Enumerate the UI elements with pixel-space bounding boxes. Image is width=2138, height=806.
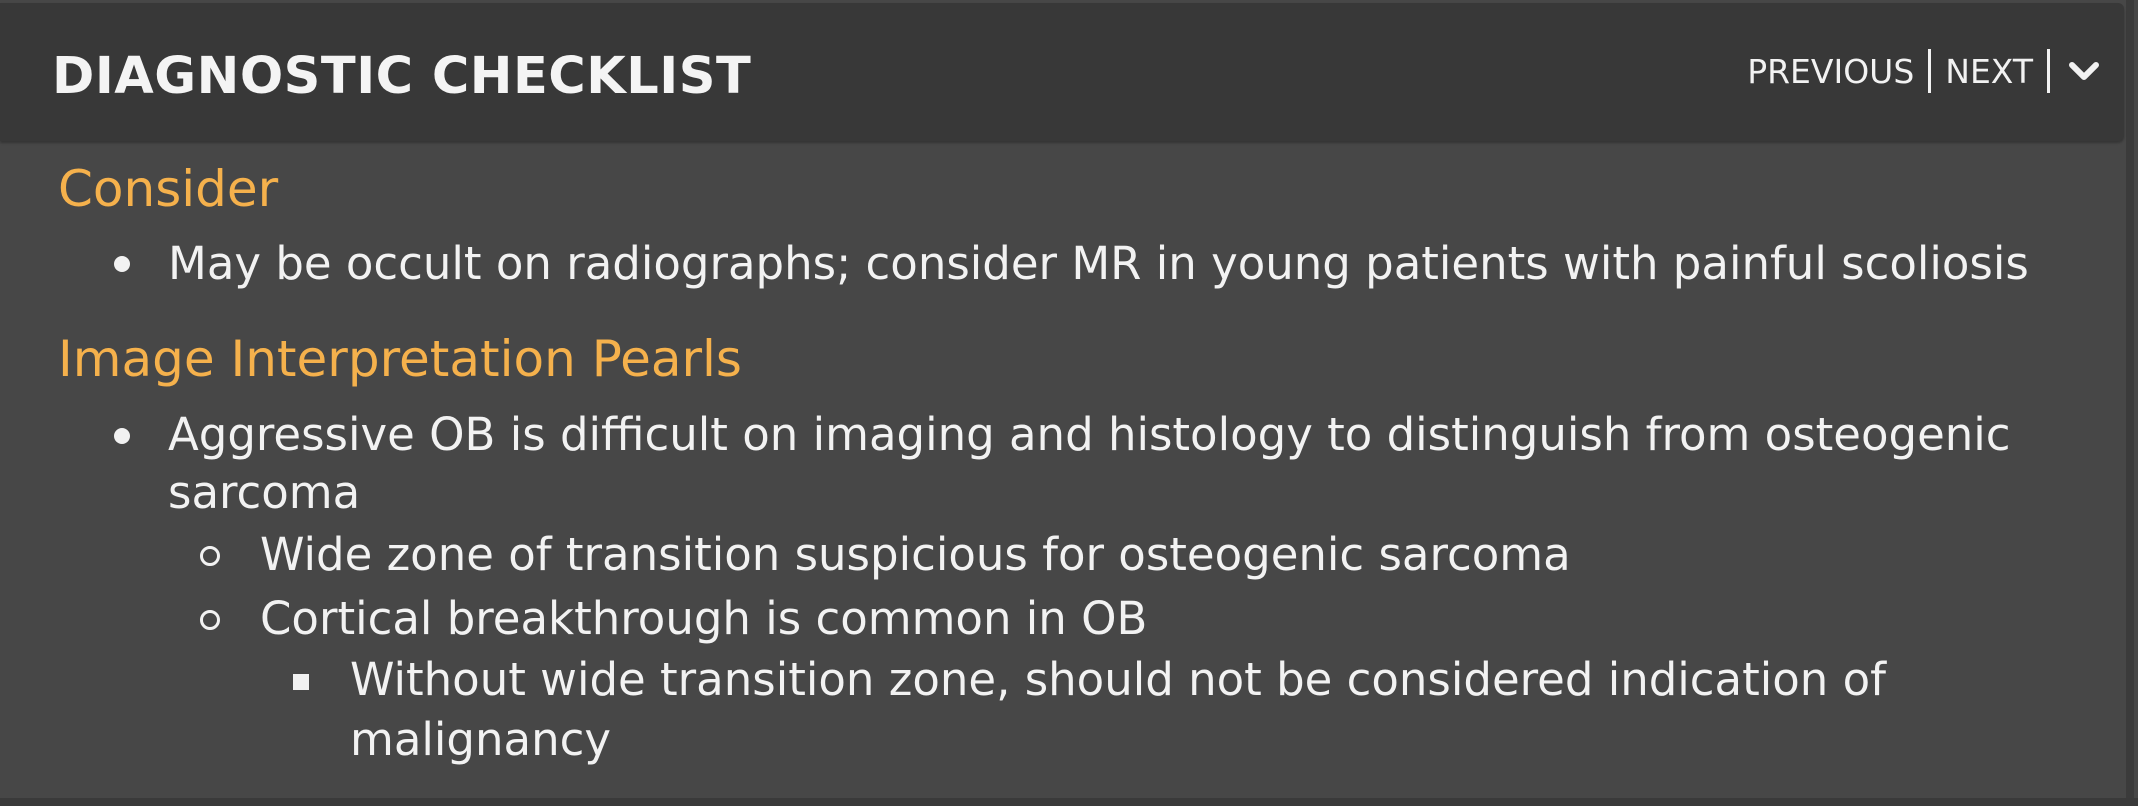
panel-title: DIAGNOSTIC CHECKLIST [52, 47, 752, 106]
next-link[interactable]: NEXT [1945, 51, 2033, 91]
list-item: Wide zone of transition suspicious for osteogenic sarcoma [260, 528, 1571, 581]
section-heading-image-interpretation-pearls: Image Interpretation Pearls [58, 330, 742, 388]
nav-divider [2047, 49, 2050, 93]
bullet-circle [200, 610, 220, 630]
list-item: May be occult on radiographs; consider MR in young patients with painful scoliosis [168, 237, 2029, 290]
list-item: Without wide transition zone, should not be considered indication of [350, 653, 1886, 706]
section-navigation [1747, 49, 2104, 93]
list-item: Aggressive OB is difficult on imaging and histology to distinguish from osteogenic [168, 408, 2011, 461]
bullet-square [293, 674, 309, 690]
list-item: Cortical breakthrough is common in OB [260, 592, 1148, 645]
bullet-disc [114, 256, 130, 272]
bottom-edge [0, 798, 2138, 806]
previous-link[interactable]: PREVIOUS [1747, 51, 1915, 91]
list-item-continuation: malignancy [350, 713, 611, 766]
bullet-circle [200, 546, 220, 566]
chevron-down-icon[interactable] [2064, 51, 2104, 91]
list-item-continuation: sarcoma [168, 466, 361, 519]
nav-divider [1928, 49, 1931, 93]
bullet-disc [114, 428, 130, 444]
panel-header [0, 3, 2124, 141]
section-heading-consider: Consider [58, 160, 279, 218]
